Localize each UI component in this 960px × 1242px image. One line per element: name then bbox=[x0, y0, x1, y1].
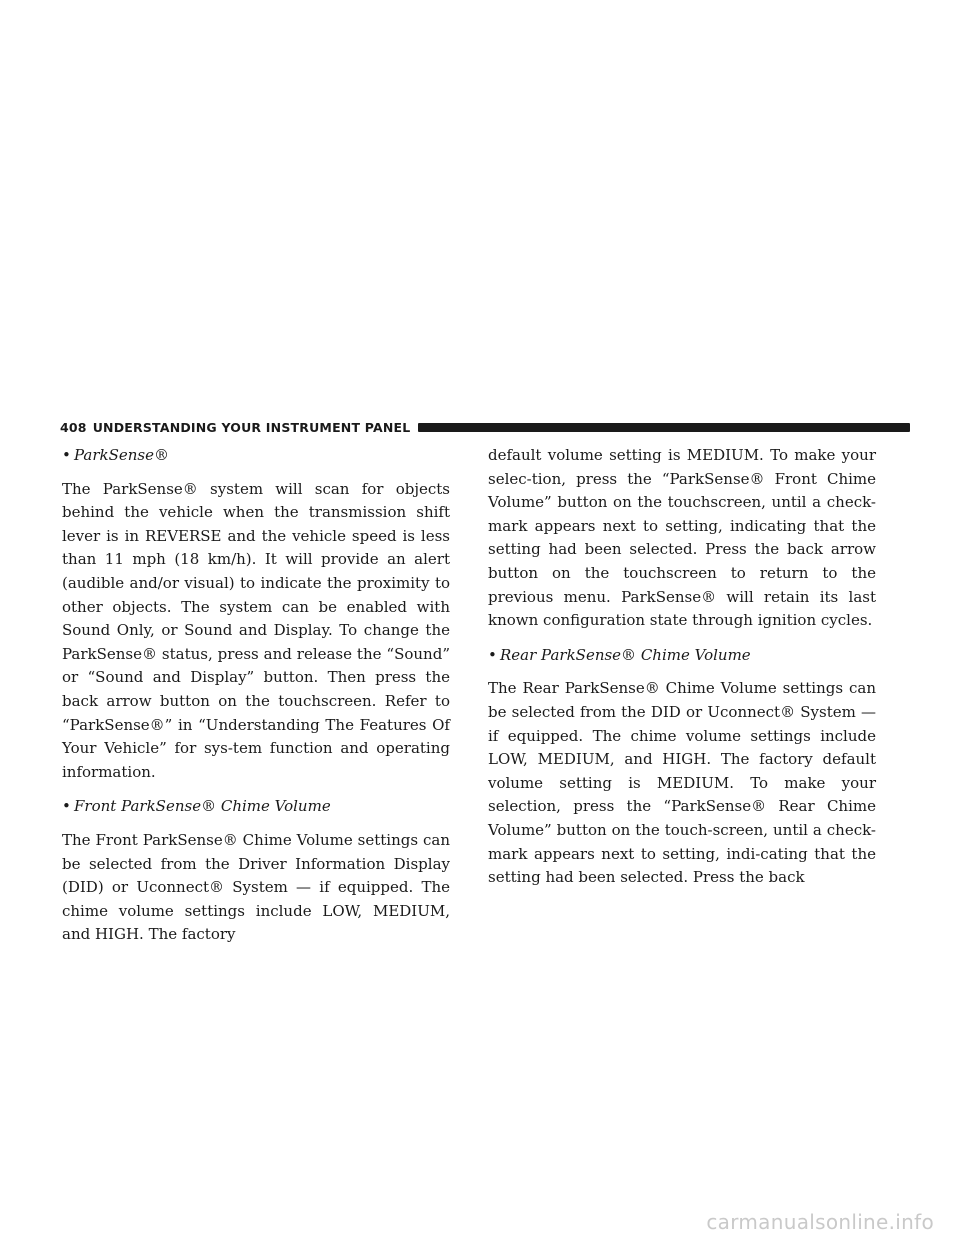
left-column bbox=[62, 444, 450, 958]
bullet-label: Front ParkSense® Chime Volume bbox=[74, 797, 331, 816]
bullet-icon: • bbox=[62, 797, 71, 816]
right-column bbox=[488, 444, 876, 901]
header-rule bbox=[418, 423, 910, 432]
bullet-item-rear-chime bbox=[488, 644, 876, 668]
section-title: UNDERSTANDING YOUR INSTRUMENT PANEL bbox=[92, 419, 411, 435]
page-header bbox=[60, 418, 910, 436]
bullet-label: ParkSense® bbox=[74, 446, 170, 464]
page-number: 408 bbox=[60, 419, 87, 435]
bullet-item-parksense bbox=[62, 444, 450, 468]
bullet-item-front-chime bbox=[62, 795, 450, 819]
paragraph: The Front ParkSense® Chime Volume settings can be selected from the Driver Information Display (DID) or Uconnect® System — if equipped. The chime volume settings include LOW, MEDIUM, and HIGH. The factory bbox=[62, 830, 450, 944]
bullet-icon: • bbox=[62, 446, 71, 464]
watermark: carmanualsonline.info bbox=[706, 1210, 934, 1234]
paragraph: The Rear ParkSense® Chime Volume settings can be selected from the DID or Uconnect® System — if equipped. The chime volume settings include LOW, MEDIUM, and HIGH. The factory default volume setting is MEDIUM. To make your selection, press the “ParkSense® Rear Chime Volume” button on the touch-screen, until a check-mark appears next to setting, indi-cating that the setting had been selected. Press the back bbox=[488, 679, 876, 887]
paragraph: The ParkSense® system will scan for objects behind the vehicle when the transmission shift lever is in REVERSE and the vehicle speed is less than 11 mph (18 km/h). It will provide an alert (audible and/or visual) to indicate the proximity to other objects. The system can be enabled with Sound Only, or Sound and Display. To change the ParkSense® status, press and release the “Sound” or “Sound and Display” button. Then press the back arrow button on the touchscreen. Refer to “ParkSense®” in “Understanding The Features Of Your Vehicle” for sys-tem function and operating information. bbox=[62, 479, 450, 781]
bullet-icon: • bbox=[488, 645, 497, 664]
bullet-label: Rear ParkSense® Chime Volume bbox=[500, 645, 751, 664]
paragraph: default volume setting is MEDIUM. To make your selec-tion, press the “ParkSense® Front Chime Volume” button on the touchscreen, until a check-mark appears next to setting, indicating that the setting had been selected. Press the back arrow button on the touchscreen to return to the previous menu. ParkSense® will retain its last known configuration state through ignition cycles. bbox=[488, 446, 876, 630]
